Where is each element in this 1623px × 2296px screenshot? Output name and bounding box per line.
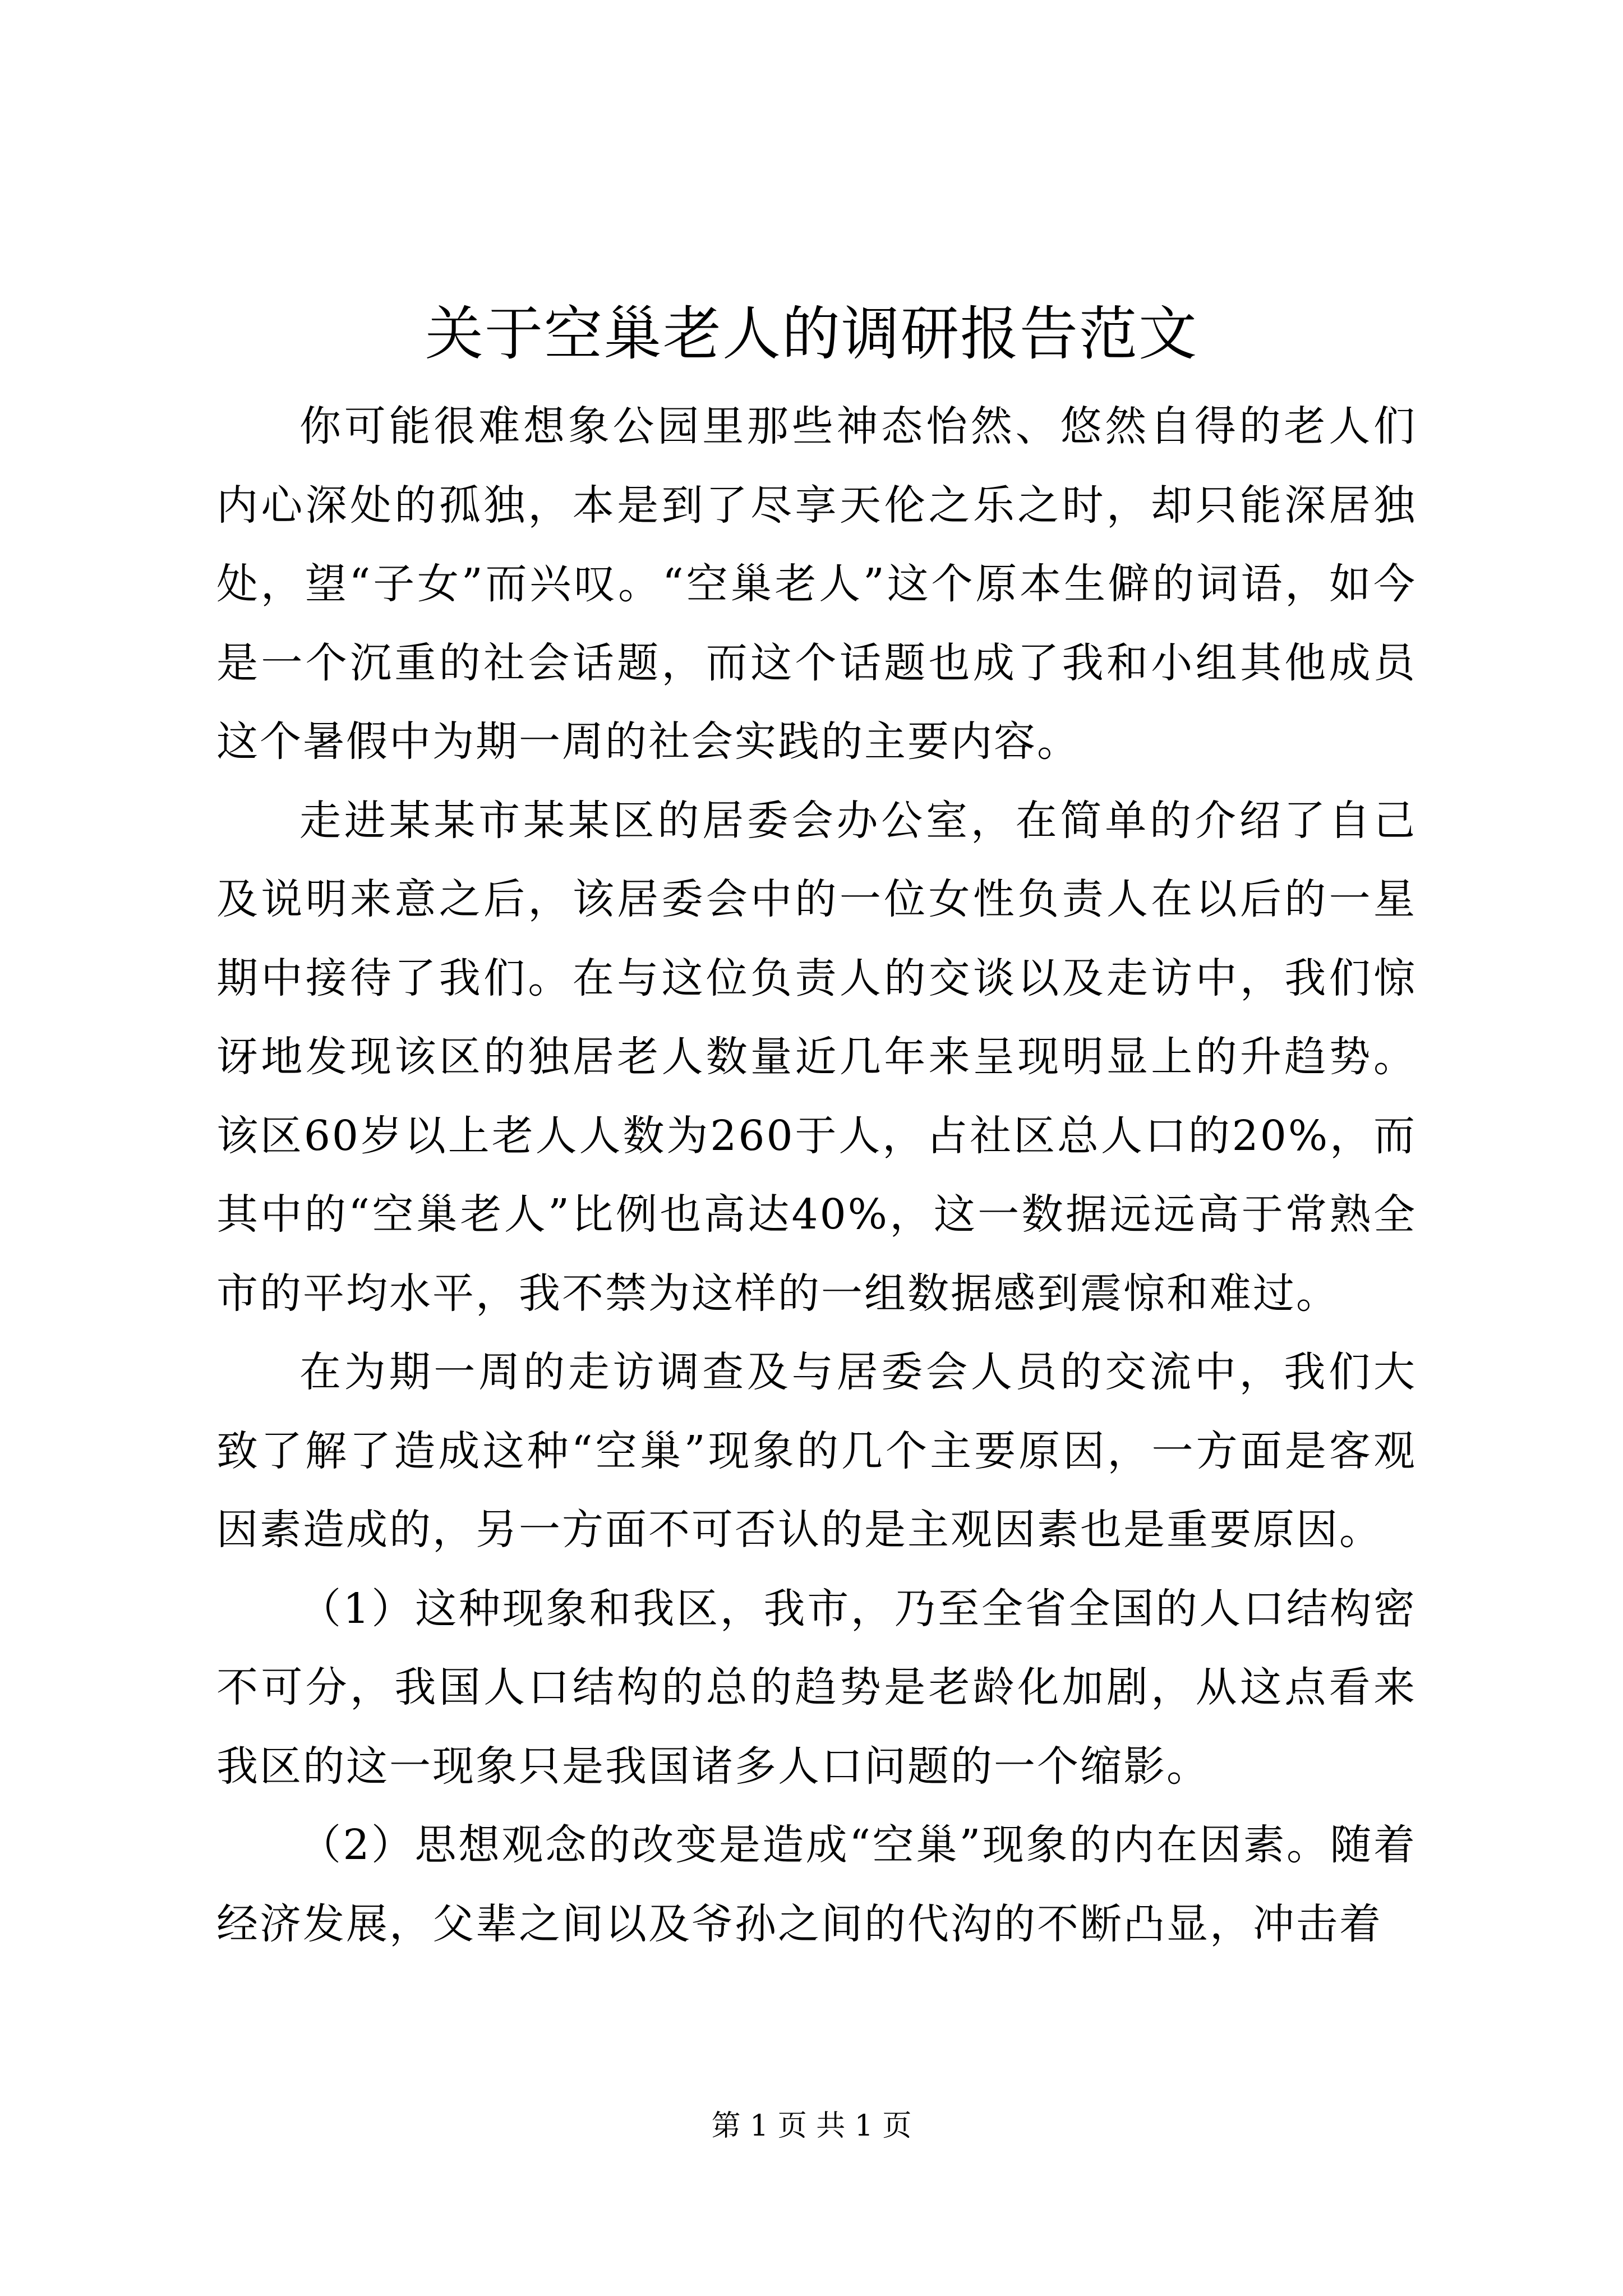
paragraph-5: （2）思想观念的改变是造成“空巢”现象的内在因素。随着经济发展，父辈之间以及爷孙之间的代沟的不断凸显，冲击着 bbox=[216, 1821, 1417, 1948]
document-title: 关于空巢老人的调研报告范文 bbox=[425, 300, 1198, 368]
document-body bbox=[216, 387, 1417, 1963]
paragraph-1: 你可能很难想象公园里那些神态怡然、悠然自得的老人们内心深处的孤独，本是到了尽享天伦之乐之时，却只能深居独处，望“子女”而兴叹。“空巢老人”这个原本生僻的词语，如今是一个沉重的社会话题，而这个话题也成了我和小组其他成员这个暑假中为期一周的社会实践的主要内容。 bbox=[216, 402, 1417, 766]
page-footer: 第 1 页 共 1 页 bbox=[711, 2109, 912, 2143]
paragraph-3: 在为期一周的走访调查及与居委会人员的交流中，我们大致了解了造成这种“空巢”现象的几个主要原因，一方面是客观因素造成的，另一方面不可否认的是主观因素也是重要原因。 bbox=[216, 1348, 1417, 1554]
paragraph-2: 走进某某市某某区的居委会办公室，在简单的介绍了自己及说明来意之后，该居委会中的一位女性负责人在以后的一星期中接待了我们。在与这位负责人的交谈以及走访中，我们惊讶地发现该区的独居老人数量近几年来呈现明显上的升趋势。该区60岁以上老人人数为260于人，占社区总人口的20%，而其中的“空巢老人”比例也高达40%，这一数据远远高于常熟全市的平均水平，我不禁为这样的一组数据感到震惊和难过。 bbox=[216, 796, 1417, 1318]
paragraph-4: （1）这种现象和我区，我市，乃至全省全国的人口结构密不可分，我国人口结构的总的趋势是老龄化加剧，从这点看来我区的这一现象只是我国诸多人口问题的一个缩影。 bbox=[216, 1584, 1417, 1791]
